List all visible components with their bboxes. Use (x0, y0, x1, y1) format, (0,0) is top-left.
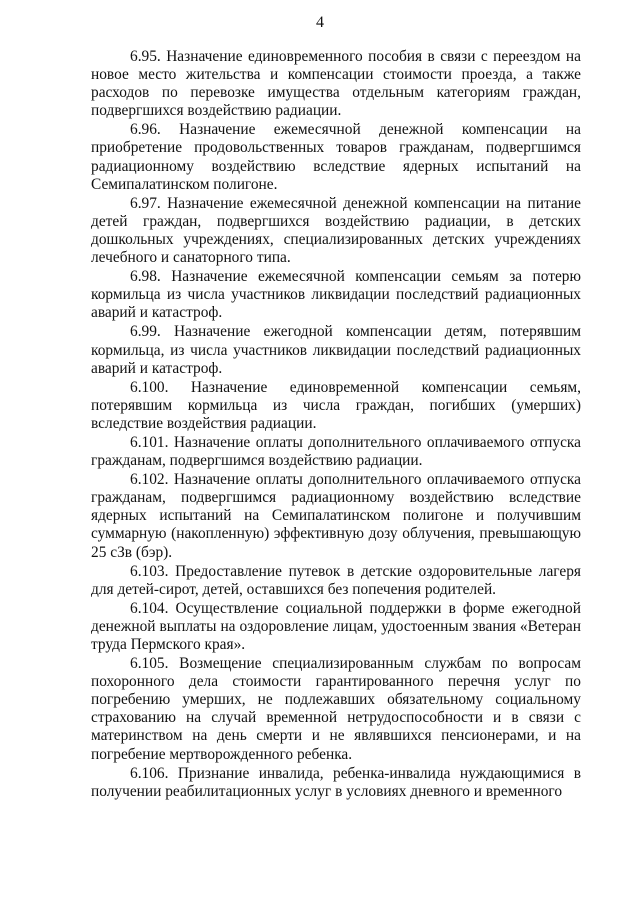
list-item-6-105: 6.105. Возмещение специализированным службам по вопросам похоронного дела стоимости гарантированного перечня услуг по погребению умерших, не подлежавших обязательному социальному страхованию на случай временной нетрудоспособности и в связи с материнством на день смерти и не являвшихся пенсионерами, и на погребение мертворожденного ребенка. (91, 655, 581, 763)
list-item-6-98: 6.98. Назначение ежемесячной компенсации семьям за потерю кормильца из числа участников ликвидации последствий радиационных аварий и катастроф. (91, 268, 581, 322)
list-item-6-95: 6.95. Назначение единовременного пособия в связи с переездом на новое место жительства и компенсации стоимости проезда, а также расходов по перевозке имущества отдельным категориям граждан, подвергшихся воздействию радиации. (91, 48, 581, 120)
list-item-6-97: 6.97. Назначение ежемесячной денежной компенсации на питание детей граждан, подвергшихся воздействию радиации, в детских дошкольных учреждениях, специализированных детских учреждениях лечебного и санаторного типа. (91, 194, 581, 267)
document-body (91, 48, 581, 802)
list-item-6-100: 6.100. Назначение единовременной компенсации семьям, потерявшим кормильца из числа граждан, погибших (умерших) вследствие воздействия радиации. (91, 378, 581, 432)
list-item-6-96: 6.96. Назначение ежемесячной денежной компенсации на приобретение продовольственных товаров гражданам, подвергшимся радиационному воздействию вследствие ядерных испытаний на Семипалатинском полигоне. (91, 121, 581, 193)
list-item-6-104: 6.104. Осуществление социальной поддержки в форме ежегодной денежной выплаты на оздоровление лицам, удостоенным звания «Ветеран труда Пермского края». (91, 599, 581, 653)
list-item-6-102: 6.102. Назначение оплаты дополнительного оплачиваемого отпуска гражданам, подвергшимся радиационному воздействию вследствие ядерных испытаний на Семипалатинском полигоне и получившим суммарную (накопленную) эффективную дозу облучения, превышающую 25 сЗв (бэр). (91, 471, 581, 561)
page-number: 4 (316, 14, 324, 31)
list-item-6-101: 6.101. Назначение оплаты дополнительного оплачиваемого отпуска гражданам, подвергшимся воздействию радиации. (91, 433, 581, 470)
list-item-6-99: 6.99. Назначение ежегодной компенсации детям, потерявшим кормильца, из числа участников ликвидации последствий радиационных аварий и катастроф. (91, 323, 581, 377)
list-item-6-103: 6.103. Предоставление путевок в детские оздоровительные лагеря для детей-сирот, детей, оставшихся без попечения родителей. (91, 562, 581, 598)
list-item-6-106: 6.106. Признание инвалида, ребенка-инвалида нуждающимися в получении реабилитационных услуг в условиях дневного и временного (91, 764, 581, 800)
